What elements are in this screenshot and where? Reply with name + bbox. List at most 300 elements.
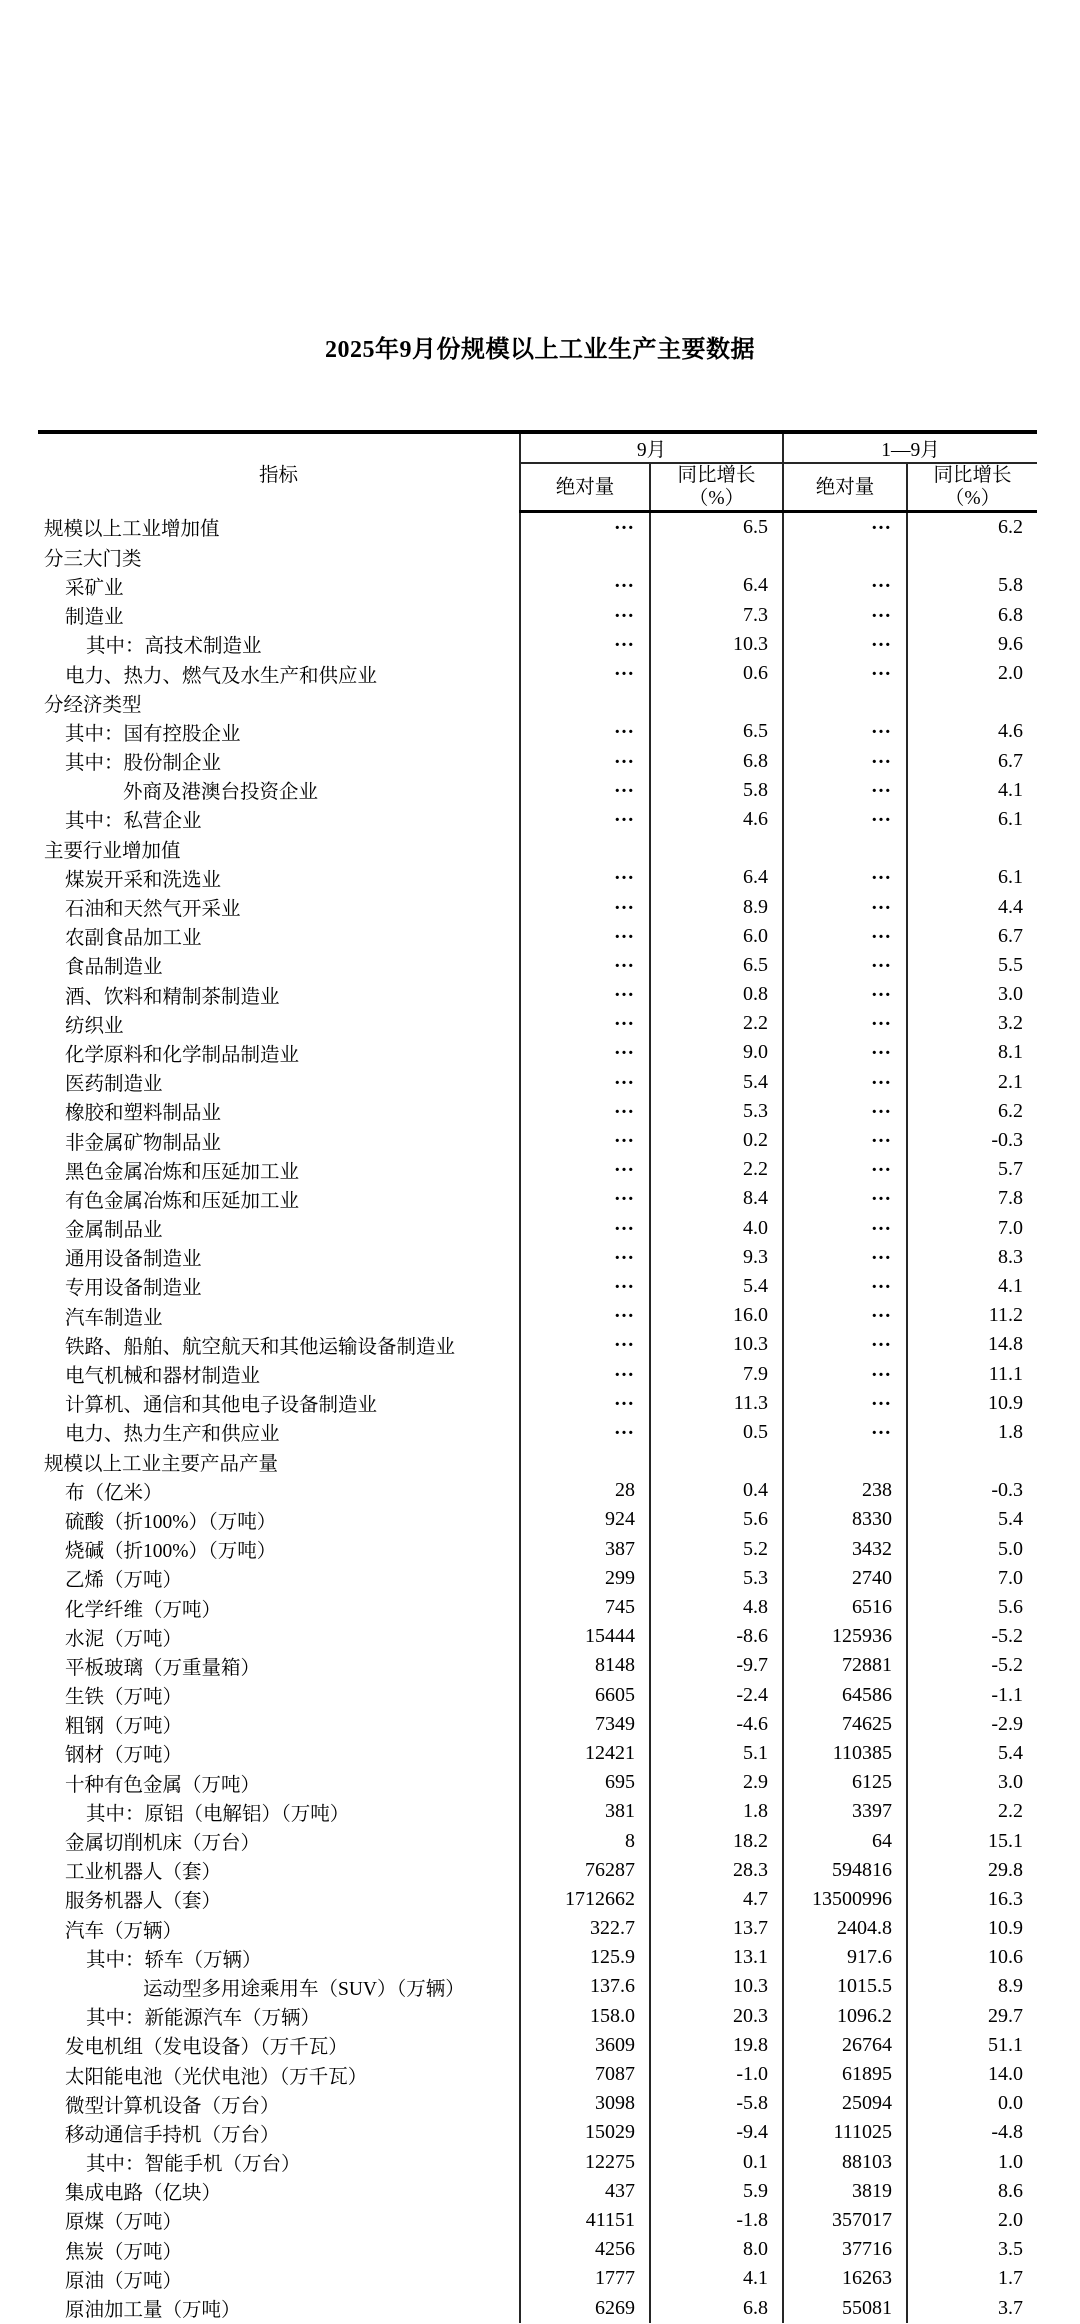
row-indicator-label: 其中：轿车（万辆）	[38, 1943, 520, 1972]
table-row	[38, 717, 1037, 746]
row-value-cell: 5.7	[998, 1158, 1024, 1181]
row-value-cell: 8.1	[998, 1041, 1024, 1064]
row-value-cell: 6125	[783, 1768, 907, 1797]
table-row	[38, 863, 1037, 892]
row-value-cell: 1.8	[650, 1797, 783, 1826]
row-value-cell: 4.1	[998, 1274, 1024, 1297]
table-row	[38, 630, 1037, 659]
row-indicator-label: 水泥（万吨）	[38, 1622, 520, 1651]
row-value-cell: 3098	[520, 2089, 650, 2118]
row-value-cell: -0.3	[991, 1129, 1024, 1152]
row-value-cell: …	[783, 980, 907, 1009]
row-value-cell: 4.1	[998, 778, 1024, 801]
table-row	[38, 1359, 1037, 1388]
row-value-cell	[650, 688, 783, 717]
row-value-cell: 5.3	[650, 1097, 783, 1126]
row-value-cell: 3819	[783, 2177, 907, 2206]
row-value-cell: 5.5	[998, 953, 1024, 976]
table-row	[38, 834, 1037, 863]
row-value-cell: …	[783, 863, 907, 892]
row-value-cell: 4.7	[650, 1885, 783, 1914]
row-value-cell: 6.5	[650, 512, 783, 543]
row-value-cell: …	[520, 892, 650, 921]
row-indicator-label: 原煤（万吨）	[38, 2206, 520, 2235]
row-value-cell: 13.1	[650, 1943, 783, 1972]
row-value-cell: 7.8	[998, 1187, 1024, 1210]
row-value-cell: 72881	[783, 1651, 907, 1680]
row-value-cell: …	[783, 601, 907, 630]
row-indicator-label: 粗钢（万吨）	[38, 1710, 520, 1739]
row-value-cell: …	[783, 1097, 907, 1126]
table-row	[38, 1681, 1037, 1710]
row-value-cell: 41151	[520, 2206, 650, 2235]
row-indicator-label: 专用设备制造业	[38, 1272, 520, 1301]
row-indicator-label: 化学原料和化学制品制造业	[38, 1038, 520, 1067]
row-indicator-label: 平板玻璃（万重量箱）	[38, 1651, 520, 1680]
row-indicator-label: 规模以上工业主要产品产量	[38, 1447, 520, 1476]
table-row	[38, 980, 1037, 1009]
row-value-cell: -9.7	[650, 1651, 783, 1680]
row-value-cell: 299	[520, 1564, 650, 1593]
row-value-cell: …	[783, 1214, 907, 1243]
row-value-cell	[907, 542, 1037, 571]
table-row	[38, 512, 1037, 543]
table-row	[38, 2148, 1037, 2177]
row-value-cell: 5.8	[650, 776, 783, 805]
row-indicator-label: 汽车制造业	[38, 1301, 520, 1330]
row-value-cell: 11.1	[988, 1362, 1024, 1385]
row-value-cell: 3.0	[998, 1771, 1024, 1794]
table-row	[38, 2031, 1037, 2060]
row-indicator-label: 石油和天然气开采业	[38, 892, 520, 921]
row-value-cell: 238	[783, 1476, 907, 1505]
industrial-production-table	[38, 430, 1037, 2323]
table-row	[38, 2060, 1037, 2089]
row-value-cell: …	[520, 659, 650, 688]
row-indicator-label: 十种有色金属（万吨）	[38, 1768, 520, 1797]
row-indicator-label: 金属切削机床（万台）	[38, 1826, 520, 1855]
row-value-cell: …	[520, 1418, 650, 1447]
row-value-cell: …	[520, 717, 650, 746]
row-indicator-label: 通用设备制造业	[38, 1243, 520, 1272]
row-indicator-label: 集成电路（亿块）	[38, 2177, 520, 2206]
row-value-cell: 4.0	[650, 1214, 783, 1243]
row-indicator-label: 有色金属冶炼和压延加工业	[38, 1184, 520, 1213]
row-value-cell: …	[783, 1155, 907, 1184]
row-value-cell: 10.3	[650, 630, 783, 659]
row-indicator-label: 主要行业增加值	[38, 834, 520, 863]
table-row	[38, 601, 1037, 630]
row-value-cell: 14.0	[988, 2063, 1024, 2086]
row-value-cell: -5.2	[991, 1625, 1024, 1648]
row-indicator-label: 太阳能电池（光伏电池）（万千瓦）	[38, 2060, 520, 2089]
row-value-cell: 76287	[520, 1856, 650, 1885]
row-value-cell: 3397	[783, 1797, 907, 1826]
row-value-cell: 2.0	[998, 2208, 1024, 2231]
table-row	[38, 1389, 1037, 1418]
row-value-cell: …	[520, 1214, 650, 1243]
row-value-cell: 0.5	[650, 1418, 783, 1447]
row-value-cell: 25094	[783, 2089, 907, 2118]
row-value-cell	[783, 834, 907, 863]
row-value-cell: 6269	[520, 2293, 650, 2322]
row-value-cell: 7.3	[650, 601, 783, 630]
table-row	[38, 892, 1037, 921]
row-value-cell: …	[520, 1038, 650, 1067]
row-value-cell: 917.6	[783, 1943, 907, 1972]
row-value-cell: 357017	[783, 2206, 907, 2235]
row-value-cell: 4256	[520, 2235, 650, 2264]
table-row	[38, 1330, 1037, 1359]
row-indicator-label: 铁路、船舶、航空航天和其他运输设备制造业	[38, 1330, 520, 1359]
table-row	[38, 1972, 1037, 2001]
row-indicator-label: 外商及港澳台投资企业	[38, 776, 520, 805]
row-indicator-label: 电气机械和器材制造业	[38, 1359, 520, 1388]
row-value-cell: 6.1	[998, 866, 1024, 889]
row-indicator-label: 移动通信手持机（万台）	[38, 2118, 520, 2147]
yoy-growth-label: 同比增长	[677, 465, 756, 486]
row-value-cell: 8.9	[998, 1975, 1024, 1998]
row-value-cell: -1.1	[991, 1683, 1024, 1706]
table-row	[38, 1564, 1037, 1593]
row-value-cell: 4.6	[998, 720, 1024, 743]
row-value-cell: …	[783, 1389, 907, 1418]
row-value-cell: 125.9	[520, 1943, 650, 1972]
row-value-cell: 322.7	[520, 1914, 650, 1943]
row-value-cell: …	[783, 1184, 907, 1213]
row-value-cell	[650, 834, 783, 863]
table-row	[38, 1243, 1037, 1272]
row-indicator-label: 其中：股份制企业	[38, 747, 520, 776]
row-value-cell: 2.2	[650, 1009, 783, 1038]
row-value-cell	[783, 688, 907, 717]
table-row	[38, 1038, 1037, 1067]
row-value-cell: …	[520, 1272, 650, 1301]
row-value-cell: 6.0	[650, 922, 783, 951]
row-indicator-label: 其中：私营企业	[38, 805, 520, 834]
row-value-cell: 15029	[520, 2118, 650, 2147]
col-header-yoy-september	[650, 463, 783, 512]
row-value-cell	[907, 1447, 1037, 1476]
row-value-cell: 2.2	[650, 1155, 783, 1184]
row-value-cell: 64586	[783, 1681, 907, 1710]
row-value-cell	[907, 688, 1037, 717]
row-value-cell: 3.0	[998, 983, 1024, 1006]
row-value-cell: 4.8	[650, 1593, 783, 1622]
table-row	[38, 1797, 1037, 1826]
row-value-cell: …	[520, 1126, 650, 1155]
row-value-cell: 5.9	[650, 2177, 783, 2206]
row-value-cell: 28.3	[650, 1856, 783, 1885]
table-row	[38, 688, 1037, 717]
table-row	[38, 1418, 1037, 1447]
row-value-cell: 594816	[783, 1856, 907, 1885]
row-value-cell: 0.0	[998, 2092, 1024, 2115]
row-value-cell: 9.6	[998, 632, 1024, 655]
row-value-cell: 1712662	[520, 1885, 650, 1914]
row-indicator-label: 发电机组（发电设备）（万千瓦）	[38, 2031, 520, 2060]
row-value-cell: 6.2	[998, 516, 1024, 539]
row-indicator-label: 原油（万吨）	[38, 2264, 520, 2293]
row-value-cell: 61895	[783, 2060, 907, 2089]
row-indicator-label: 汽车（万辆）	[38, 1914, 520, 1943]
row-indicator-label: 食品制造业	[38, 951, 520, 980]
row-value-cell: …	[520, 951, 650, 980]
table-row	[38, 1535, 1037, 1564]
row-indicator-label: 金属制品业	[38, 1214, 520, 1243]
row-value-cell: 5.3	[650, 1564, 783, 1593]
row-value-cell: 5.4	[650, 1272, 783, 1301]
row-value-cell: 7087	[520, 2060, 650, 2089]
row-indicator-label: 生铁（万吨）	[38, 1681, 520, 1710]
table-row	[38, 805, 1037, 834]
row-value-cell: 3609	[520, 2031, 650, 2060]
table-row	[38, 1272, 1037, 1301]
table-row	[38, 2264, 1037, 2293]
row-value-cell: …	[783, 747, 907, 776]
row-indicator-label: 布（亿米）	[38, 1476, 520, 1505]
row-value-cell: 5.4	[998, 1741, 1024, 1764]
row-value-cell: 6.4	[650, 571, 783, 600]
row-value-cell: 137.6	[520, 1972, 650, 2001]
row-value-cell: …	[520, 980, 650, 1009]
row-value-cell: 2.1	[998, 1070, 1024, 1093]
row-indicator-label: 医药制造业	[38, 1068, 520, 1097]
row-indicator-label: 黑色金属冶炼和压延加工业	[38, 1155, 520, 1184]
col-header-absolute-september: 绝对量	[520, 463, 650, 512]
row-value-cell: 10.3	[650, 1972, 783, 2001]
table-row	[38, 659, 1037, 688]
row-value-cell: 6.7	[998, 924, 1024, 947]
row-value-cell: …	[520, 630, 650, 659]
row-value-cell: 1015.5	[783, 1972, 907, 2001]
row-indicator-label: 分经济类型	[38, 688, 520, 717]
table-row	[38, 2177, 1037, 2206]
row-value-cell: 8.6	[998, 2179, 1024, 2202]
row-value-cell: 125936	[783, 1622, 907, 1651]
row-indicator-label: 原油加工量（万吨）	[38, 2293, 520, 2322]
row-value-cell: 19.8	[650, 2031, 783, 2060]
row-value-cell: …	[520, 776, 650, 805]
row-value-cell: 3.2	[998, 1012, 1024, 1035]
row-value-cell: -2.9	[991, 1712, 1024, 1735]
row-value-cell: 9.3	[650, 1243, 783, 1272]
table-row	[38, 1009, 1037, 1038]
table-row	[38, 2235, 1037, 2264]
row-value-cell: 6.8	[650, 747, 783, 776]
table-row	[38, 1068, 1037, 1097]
row-value-cell: 695	[520, 1768, 650, 1797]
row-value-cell: 7.0	[998, 1216, 1024, 1239]
row-value-cell: …	[520, 1097, 650, 1126]
row-value-cell: 0.2	[650, 1126, 783, 1155]
row-value-cell: …	[783, 512, 907, 543]
row-value-cell: 5.4	[998, 1508, 1024, 1531]
table-row	[38, 1593, 1037, 1622]
row-value-cell: …	[783, 1301, 907, 1330]
row-value-cell: 16263	[783, 2264, 907, 2293]
row-indicator-label: 农副食品加工业	[38, 922, 520, 951]
row-value-cell: …	[783, 951, 907, 980]
table-row	[38, 776, 1037, 805]
row-value-cell: 10.9	[988, 1391, 1024, 1414]
row-value-cell: 28	[520, 1476, 650, 1505]
row-value-cell: 6.2	[998, 1099, 1024, 1122]
row-value-cell: 12275	[520, 2148, 650, 2177]
row-value-cell: …	[520, 1068, 650, 1097]
row-value-cell: 3.5	[998, 2238, 1024, 2261]
row-value-cell: 158.0	[520, 2002, 650, 2031]
col-header-indicator: 指标	[38, 432, 520, 512]
row-value-cell	[520, 834, 650, 863]
col-group-jan-sep: 1—9月	[783, 432, 1037, 463]
row-indicator-label: 其中：高技术制造业	[38, 630, 520, 659]
row-value-cell: 924	[520, 1505, 650, 1534]
row-value-cell: 3432	[783, 1535, 907, 1564]
row-value-cell: 13500996	[783, 1885, 907, 1914]
table-row	[38, 1739, 1037, 1768]
row-value-cell: 64	[783, 1826, 907, 1855]
row-value-cell: 2.0	[998, 662, 1024, 685]
row-value-cell: -9.4	[650, 2118, 783, 2147]
row-value-cell: 437	[520, 2177, 650, 2206]
row-indicator-label: 乙烯（万吨）	[38, 1564, 520, 1593]
table-row	[38, 2118, 1037, 2147]
row-value-cell: 8148	[520, 1651, 650, 1680]
table-row	[38, 1856, 1037, 1885]
row-value-cell: 1.7	[998, 2267, 1024, 2290]
row-value-cell: …	[520, 512, 650, 543]
row-value-cell: 6605	[520, 1681, 650, 1710]
row-value-cell: 88103	[783, 2148, 907, 2177]
row-value-cell: -4.8	[991, 2121, 1024, 2144]
row-value-cell: 5.8	[998, 574, 1024, 597]
row-value-cell: 6516	[783, 1593, 907, 1622]
row-value-cell: …	[783, 922, 907, 951]
row-value-cell: 2404.8	[783, 1914, 907, 1943]
row-value-cell: …	[520, 1009, 650, 1038]
row-value-cell	[520, 1447, 650, 1476]
row-value-cell: 9.0	[650, 1038, 783, 1067]
row-value-cell: 4.6	[650, 805, 783, 834]
table-row	[38, 1301, 1037, 1330]
table-row	[38, 1651, 1037, 1680]
row-indicator-label: 纺织业	[38, 1009, 520, 1038]
row-value-cell: 381	[520, 1797, 650, 1826]
row-value-cell: 6.7	[998, 749, 1024, 772]
row-value-cell: 111025	[783, 2118, 907, 2147]
row-value-cell: 2.9	[650, 1768, 783, 1797]
table-header	[38, 432, 1037, 512]
row-value-cell: 29.7	[988, 2004, 1024, 2027]
row-value-cell	[907, 834, 1037, 863]
row-value-cell: 14.8	[988, 1333, 1024, 1356]
page-title: 2025年9月份规模以上工业生产主要数据	[325, 337, 755, 363]
row-value-cell: 0.8	[650, 980, 783, 1009]
row-value-cell: 29.8	[988, 1858, 1024, 1881]
yoy-growth-unit: （%）	[944, 488, 1001, 509]
row-value-cell: -2.4	[650, 1681, 783, 1710]
row-value-cell: 11.2	[988, 1304, 1024, 1327]
row-value-cell: 745	[520, 1593, 650, 1622]
row-value-cell: 0.1	[650, 2148, 783, 2177]
row-indicator-label: 采矿业	[38, 571, 520, 600]
table-body	[38, 512, 1037, 2323]
row-value-cell: -0.3	[991, 1479, 1024, 1502]
row-value-cell: …	[783, 1126, 907, 1155]
row-value-cell: …	[520, 805, 650, 834]
row-indicator-label: 运动型多用途乘用车（SUV）（万辆）	[38, 1972, 520, 2001]
row-value-cell: 10.9	[988, 1917, 1024, 1940]
table-row	[38, 2089, 1037, 2118]
row-value-cell: …	[520, 1301, 650, 1330]
row-value-cell: 6.8	[998, 603, 1024, 626]
table-row	[38, 571, 1037, 600]
row-value-cell: 10.3	[650, 1330, 783, 1359]
table-row	[38, 2206, 1037, 2235]
table-row	[38, 1826, 1037, 1855]
table-row	[38, 1943, 1037, 1972]
yoy-growth-label: 同比增长	[933, 465, 1012, 486]
row-value-cell: …	[783, 805, 907, 834]
row-value-cell: …	[520, 1389, 650, 1418]
row-value-cell	[520, 542, 650, 571]
table-row	[38, 1914, 1037, 1943]
row-value-cell: …	[783, 892, 907, 921]
row-value-cell: 2740	[783, 1564, 907, 1593]
row-value-cell: 7.0	[998, 1566, 1024, 1589]
row-value-cell: …	[783, 1243, 907, 1272]
row-value-cell: …	[783, 1330, 907, 1359]
row-value-cell: …	[520, 1330, 650, 1359]
row-value-cell: …	[783, 717, 907, 746]
row-value-cell: 1777	[520, 2264, 650, 2293]
row-value-cell: …	[783, 776, 907, 805]
row-value-cell: 4.4	[998, 895, 1024, 918]
row-value-cell: 37716	[783, 2235, 907, 2264]
row-value-cell	[650, 1447, 783, 1476]
table-row	[38, 1768, 1037, 1797]
row-value-cell: 0.6	[650, 659, 783, 688]
row-value-cell: 15444	[520, 1622, 650, 1651]
table-row	[38, 1622, 1037, 1651]
row-value-cell: 55081	[783, 2293, 907, 2322]
row-indicator-label: 化学纤维（万吨）	[38, 1593, 520, 1622]
row-value-cell: 0.4	[650, 1476, 783, 1505]
row-value-cell	[783, 1447, 907, 1476]
table-row	[38, 1885, 1037, 1914]
row-value-cell: 4.1	[650, 2264, 783, 2293]
row-value-cell: …	[783, 1009, 907, 1038]
row-indicator-label: 非金属矿物制品业	[38, 1126, 520, 1155]
row-value-cell: 1.0	[998, 2150, 1024, 2173]
row-value-cell: 6.5	[650, 951, 783, 980]
row-indicator-label: 分三大门类	[38, 542, 520, 571]
row-value-cell: 1.8	[998, 1420, 1024, 1443]
row-value-cell: …	[520, 1155, 650, 1184]
row-value-cell: …	[520, 601, 650, 630]
row-value-cell: 5.2	[650, 1535, 783, 1564]
row-value-cell: …	[520, 571, 650, 600]
row-value-cell: 8.4	[650, 1184, 783, 1213]
row-indicator-label: 煤炭开采和洗选业	[38, 863, 520, 892]
yoy-growth-unit: （%）	[688, 488, 745, 509]
row-indicator-label: 橡胶和塑料制品业	[38, 1097, 520, 1126]
row-value-cell: 8	[520, 1826, 650, 1855]
table-row	[38, 1214, 1037, 1243]
row-value-cell: …	[783, 1359, 907, 1388]
row-value-cell: 15.1	[988, 1829, 1024, 1852]
